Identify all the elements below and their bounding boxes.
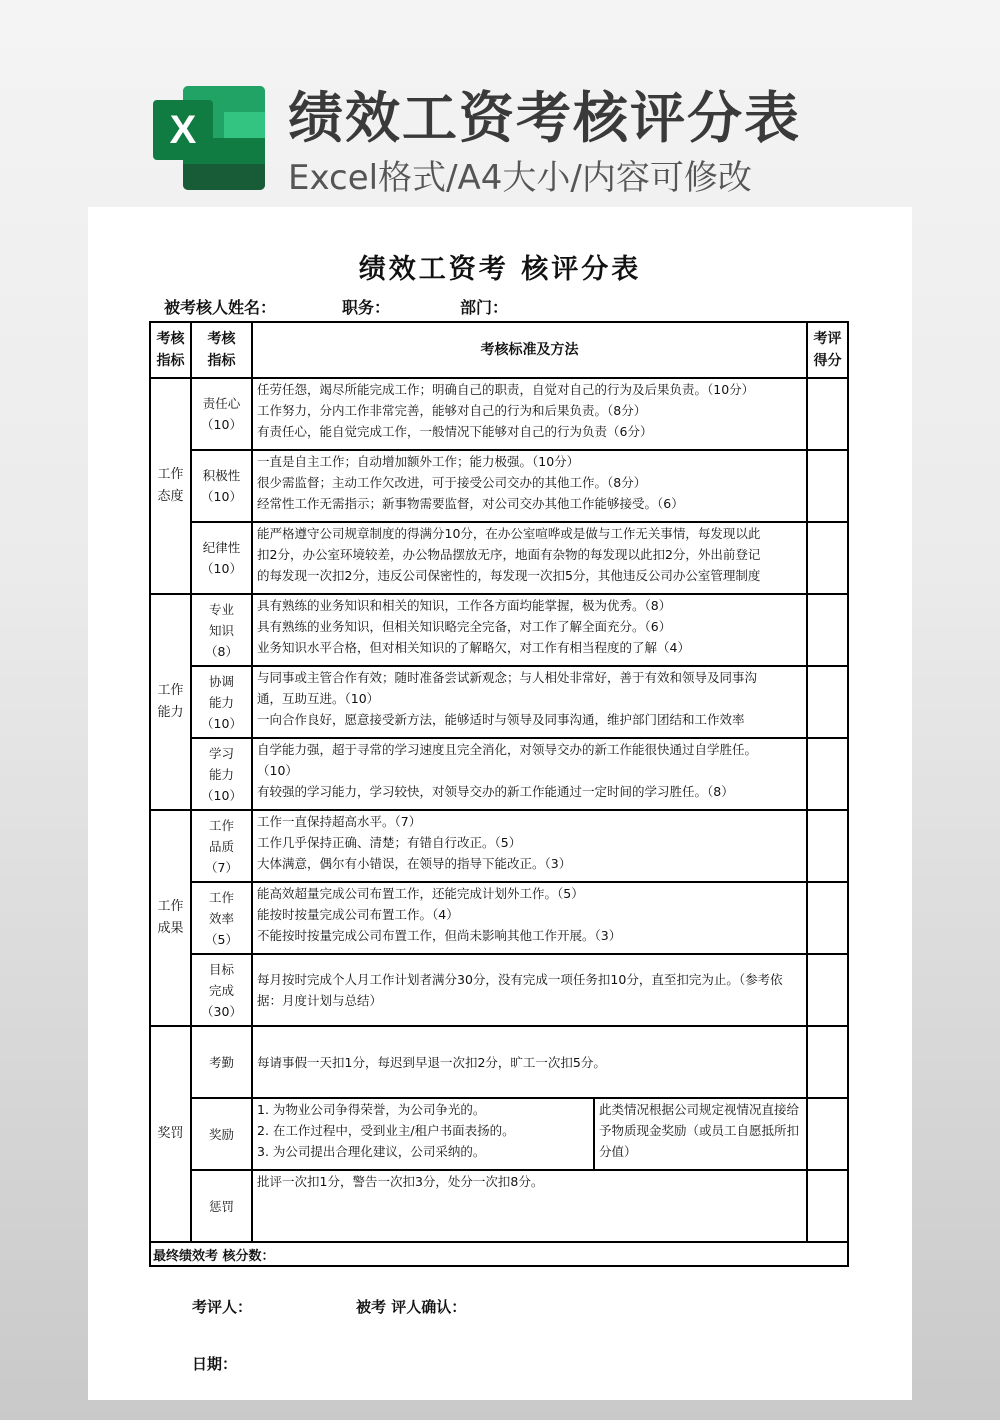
criteria-initiative: 一直是自主工作；自动增加额外工作；能力极强。（10分） 很少需监督；主动工作欠改进，可于接受公司交办的其他工作。（8分） 经常性工作无需指示；新事物需要监督，对公司交办其他工作能够接受。（6） [252,450,807,522]
table-row [150,378,848,450]
table-row [150,666,848,738]
header-indicator: 考核 指标 [150,322,191,378]
table-row [150,954,848,1026]
criteria-bonus-note: 此类情况根据公司规定视情况直接给予物质现金奖励（或员工自愿抵所扣分值） [594,1098,807,1170]
header-criteria: 考核标准及方法 [252,322,807,378]
header-score: 考评 得分 [807,322,848,378]
sub-learning: 学习 能力 （10） [191,738,252,810]
sub-knowledge: 专业 知识 （8） [191,594,252,666]
indicator-rewards: 奖罚 [150,1026,191,1242]
score-cell[interactable] [807,1098,848,1170]
banner-subtitle: Excel格式/A4大小/内容可修改 [288,158,752,198]
score-cell[interactable] [807,1170,848,1242]
table-row [150,1098,848,1170]
criteria-quality: 工作一直保持超高水平。（7） 工作几乎保持正确、清楚；有错自行改正。（5） 大体满意，偶尔有小错误，在领导的指导下能改正。（3） [252,810,807,882]
date-label: 日期： [192,1355,238,1373]
logo-letter: X [153,100,213,160]
sub-initiative: 积极性 （10） [191,450,252,522]
criteria-efficiency: 能高效超量完成公司布置工作，还能完成计划外工作。（5） 能按时按量完成公司布置工作。（4） 不能按时按量完成公司布置工作，但尚未影响其他工作开展。（3） [252,882,807,954]
sub-efficiency: 工作 效率 （5） [191,882,252,954]
sub-attendance: 考勤 [191,1026,252,1098]
confirm-label: 被考 评人确认： [356,1298,467,1316]
table-row [150,738,848,810]
table-header-row [150,322,848,378]
document-page [88,207,912,1400]
sub-responsibility: 责任心 （10） [191,378,252,450]
indicator-ability: 工作 能力 [150,594,191,810]
dept-label: 部门： [460,298,509,317]
excel-logo-icon [153,86,265,190]
reviewer-label: 考评人： [192,1298,253,1316]
criteria-learning: 自学能力强，超于寻常的学习速度且完全消化，对领导交办的新工作能很快通过自学胜任。 （10） 有较强的学习能力，学习较快，对领导交办的新工作能通过一定时间的学习胜任。（8） [252,738,807,810]
score-cell[interactable] [807,594,848,666]
table-row [150,522,848,594]
criteria-responsibility: 任劳任怨，竭尽所能完成工作；明确自己的职责，自觉对自己的行为及后果负责。（10分） 工作努力，分内工作非常完善，能够对自己的行为和后果负责。（8分） 有责任心，能自觉完成工作，一般情况下能够对自己的行为负责（6分） [252,378,807,450]
banner-title: 绩效工资考核评分表 [288,86,802,150]
document-title: 绩效工资考 核评分表 [358,254,642,285]
table-row [150,882,848,954]
criteria-penalty: 批评一次扣1分，警告一次扣3分，处分一次扣8分。 [252,1170,807,1242]
criteria-discipline: 能严格遵守公司规章制度的得满分10分，在办公室喧哗或是做与工作无关事情，每发现以此 扣2分，办公室环境较差，办公物品摆放无序，地面有杂物的每发现以此扣2分，外出前登记 的每发现一次扣2分，违反公司保密性的，每发现一次扣5分，其他违反公司办公室管理制度 [252,522,807,594]
score-cell[interactable] [807,954,848,1026]
table-row [150,450,848,522]
table-row [150,594,848,666]
score-cell[interactable] [807,810,848,882]
indicator-attitude: 工作 态度 [150,378,191,594]
sub-quality: 工作 品质 （7） [191,810,252,882]
score-cell[interactable] [807,1026,848,1098]
final-score-label[interactable]: 最终绩效考 核分数： [150,1242,848,1266]
table-row [150,810,848,882]
criteria-target: 每月按时完成个人月工作计划者满分30分，没有完成一项任务扣10分，直至扣完为止。（参考依据：月度计划与总结） [252,954,807,1026]
header-sub-indicator: 考核 指标 [191,322,252,378]
final-score-row [150,1242,848,1266]
sub-target: 目标 完成 （30） [191,954,252,1026]
score-cell[interactable] [807,738,848,810]
score-cell[interactable] [807,882,848,954]
sub-penalty: 惩罚 [191,1170,252,1242]
table-row [150,1170,848,1242]
name-label: 被考核人姓名： [164,298,277,317]
table-row [150,1026,848,1098]
criteria-knowledge: 具有熟练的业务知识和相关的知识，工作各方面均能掌握，极为优秀。（8） 具有熟练的业务知识，但相关知识略完全完备，对工作了解全面充分。（6） 业务知识水平合格，但对相关知识的了解略欠，对工作有相当程度的了解（4） [252,594,807,666]
criteria-bonus-items: 1. 为物业公司争得荣誉，为公司争光的。 2. 在工作过程中，受到业主/租户书面表扬的。 3. 为公司提出合理化建议，公司采纳的。 [252,1098,594,1170]
sub-coordination: 协调 能力 （10） [191,666,252,738]
sub-bonus: 奖励 [191,1098,252,1170]
sub-discipline: 纪律性 （10） [191,522,252,594]
indicator-results: 工作 成果 [150,810,191,1026]
score-cell[interactable] [807,522,848,594]
banner [0,0,1000,205]
score-cell[interactable] [807,666,848,738]
criteria-attendance: 每请事假一天扣1分，每迟到早退一次扣2分，旷工一次扣5分。 [252,1026,807,1098]
criteria-coordination: 与同事或主管合作有效；随时准备尝试新观念；与人相处非常好，善于有效和领导及同事沟 通，互助互进。（10） 一向合作良好，愿意接受新方法，能够适时与领导及同事沟通，维护部门团结和工作效率 [252,666,807,738]
position-label: 职务： [342,298,391,317]
score-cell[interactable] [807,450,848,522]
evaluation-table [149,321,849,1267]
score-cell[interactable] [807,378,848,450]
